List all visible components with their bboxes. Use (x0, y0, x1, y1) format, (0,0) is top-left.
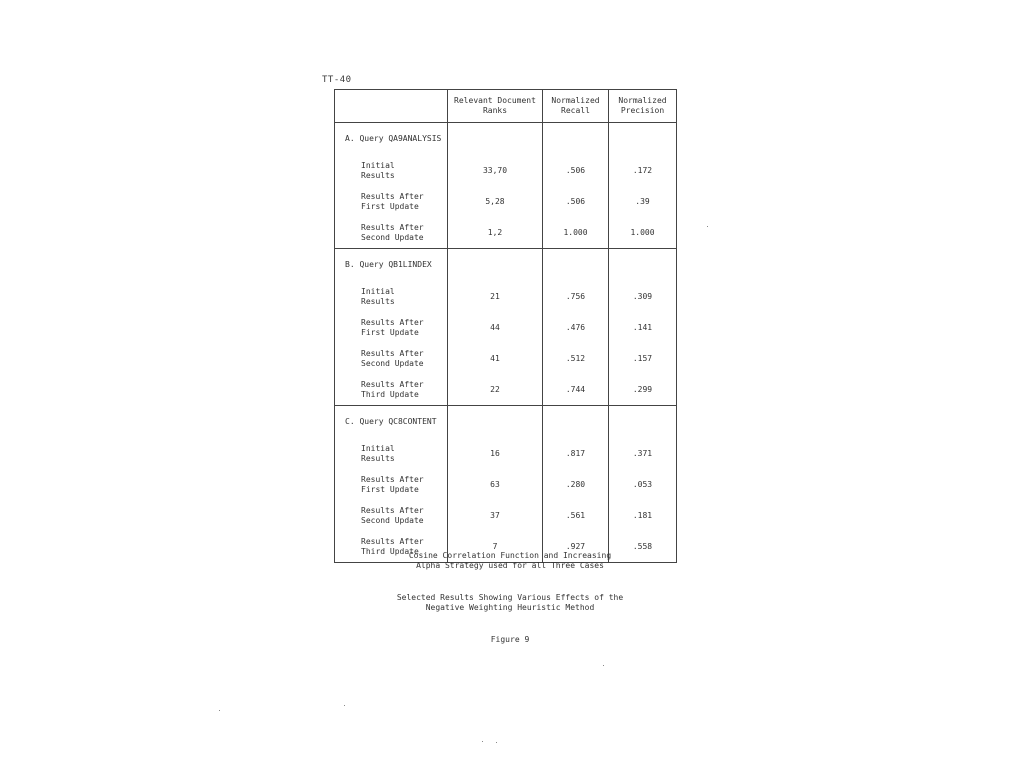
recall-cell: .927 (543, 531, 609, 563)
caption-description: Selected Results Showing Various Effects of the Negative Weighting Heuristic Method (396, 593, 624, 612)
recall-cell: .756 (543, 281, 609, 312)
table-row (335, 469, 677, 500)
recall-cell: .506 (543, 186, 609, 217)
recall-cell: .512 (543, 343, 609, 374)
section-header (335, 123, 677, 156)
ranks-cell: 16 (448, 438, 543, 469)
row-label: Results After Third Update (335, 531, 448, 563)
ranks-cell: 33,70 (448, 155, 543, 186)
table-row (335, 312, 677, 343)
ranks-cell: 1,2 (448, 217, 543, 249)
scan-speck (482, 741, 483, 742)
scan-speck (344, 705, 345, 706)
table-row (335, 438, 677, 469)
row-label: Results After Second Update (335, 343, 448, 374)
precision-cell: .181 (609, 500, 677, 531)
table-row (335, 374, 677, 406)
ranks-cell: 63 (448, 469, 543, 500)
figure-label: Figure 9 (490, 635, 530, 644)
ranks-cell: 7 (448, 531, 543, 563)
precision-cell: .157 (609, 343, 677, 374)
table-row (335, 343, 677, 374)
table-row (335, 217, 677, 249)
row-label: Results After First Update (335, 469, 448, 500)
recall-cell: .280 (543, 469, 609, 500)
scan-speck (603, 665, 604, 666)
section-title-a: A. Query QA9ANALYSIS (335, 123, 448, 156)
row-label: Results After Second Update (335, 500, 448, 531)
ranks-cell: 41 (448, 343, 543, 374)
table-row (335, 281, 677, 312)
recall-cell: 1.000 (543, 217, 609, 249)
caption-method: Cosine Correlation Function and Increasing Alpha Strategy used for all Three Cases (408, 551, 612, 570)
row-label: Initial Results (335, 438, 448, 469)
ranks-cell: 5,28 (448, 186, 543, 217)
section-header (335, 249, 677, 282)
scan-speck (496, 742, 497, 743)
precision-cell: .053 (609, 469, 677, 500)
header-blank (335, 90, 448, 123)
results-table (334, 89, 677, 563)
row-label: Initial Results (335, 155, 448, 186)
precision-cell: .558 (609, 531, 677, 563)
recall-cell: .817 (543, 438, 609, 469)
ranks-cell: 21 (448, 281, 543, 312)
section-title-c: C. Query QC8CONTENT (335, 406, 448, 439)
row-label: Results After First Update (335, 186, 448, 217)
row-label: Initial Results (335, 281, 448, 312)
recall-cell: .561 (543, 500, 609, 531)
section-title-b: B. Query QB1LINDEX (335, 249, 448, 282)
table-row (335, 186, 677, 217)
row-label: Results After First Update (335, 312, 448, 343)
page-number: TT-40 (322, 75, 352, 85)
ranks-cell: 37 (448, 500, 543, 531)
precision-cell: .141 (609, 312, 677, 343)
precision-cell: 1.000 (609, 217, 677, 249)
ranks-cell: 44 (448, 312, 543, 343)
precision-cell: .371 (609, 438, 677, 469)
precision-cell: .39 (609, 186, 677, 217)
precision-cell: .309 (609, 281, 677, 312)
scan-speck (219, 710, 220, 711)
recall-cell: .476 (543, 312, 609, 343)
row-label: Results After Third Update (335, 374, 448, 406)
header-normalized-precision: Normalized Precision (609, 90, 677, 123)
row-label: Results After Second Update (335, 217, 448, 249)
scan-speck (707, 226, 708, 227)
precision-cell: .299 (609, 374, 677, 406)
table-row (335, 500, 677, 531)
precision-cell: .172 (609, 155, 677, 186)
table-header-row (335, 90, 677, 123)
recall-cell: .506 (543, 155, 609, 186)
section-header (335, 406, 677, 439)
recall-cell: .744 (543, 374, 609, 406)
ranks-cell: 22 (448, 374, 543, 406)
header-relevant-document-ranks: Relevant Document Ranks (448, 90, 543, 123)
table-row (335, 155, 677, 186)
header-normalized-recall: Normalized Recall (543, 90, 609, 123)
